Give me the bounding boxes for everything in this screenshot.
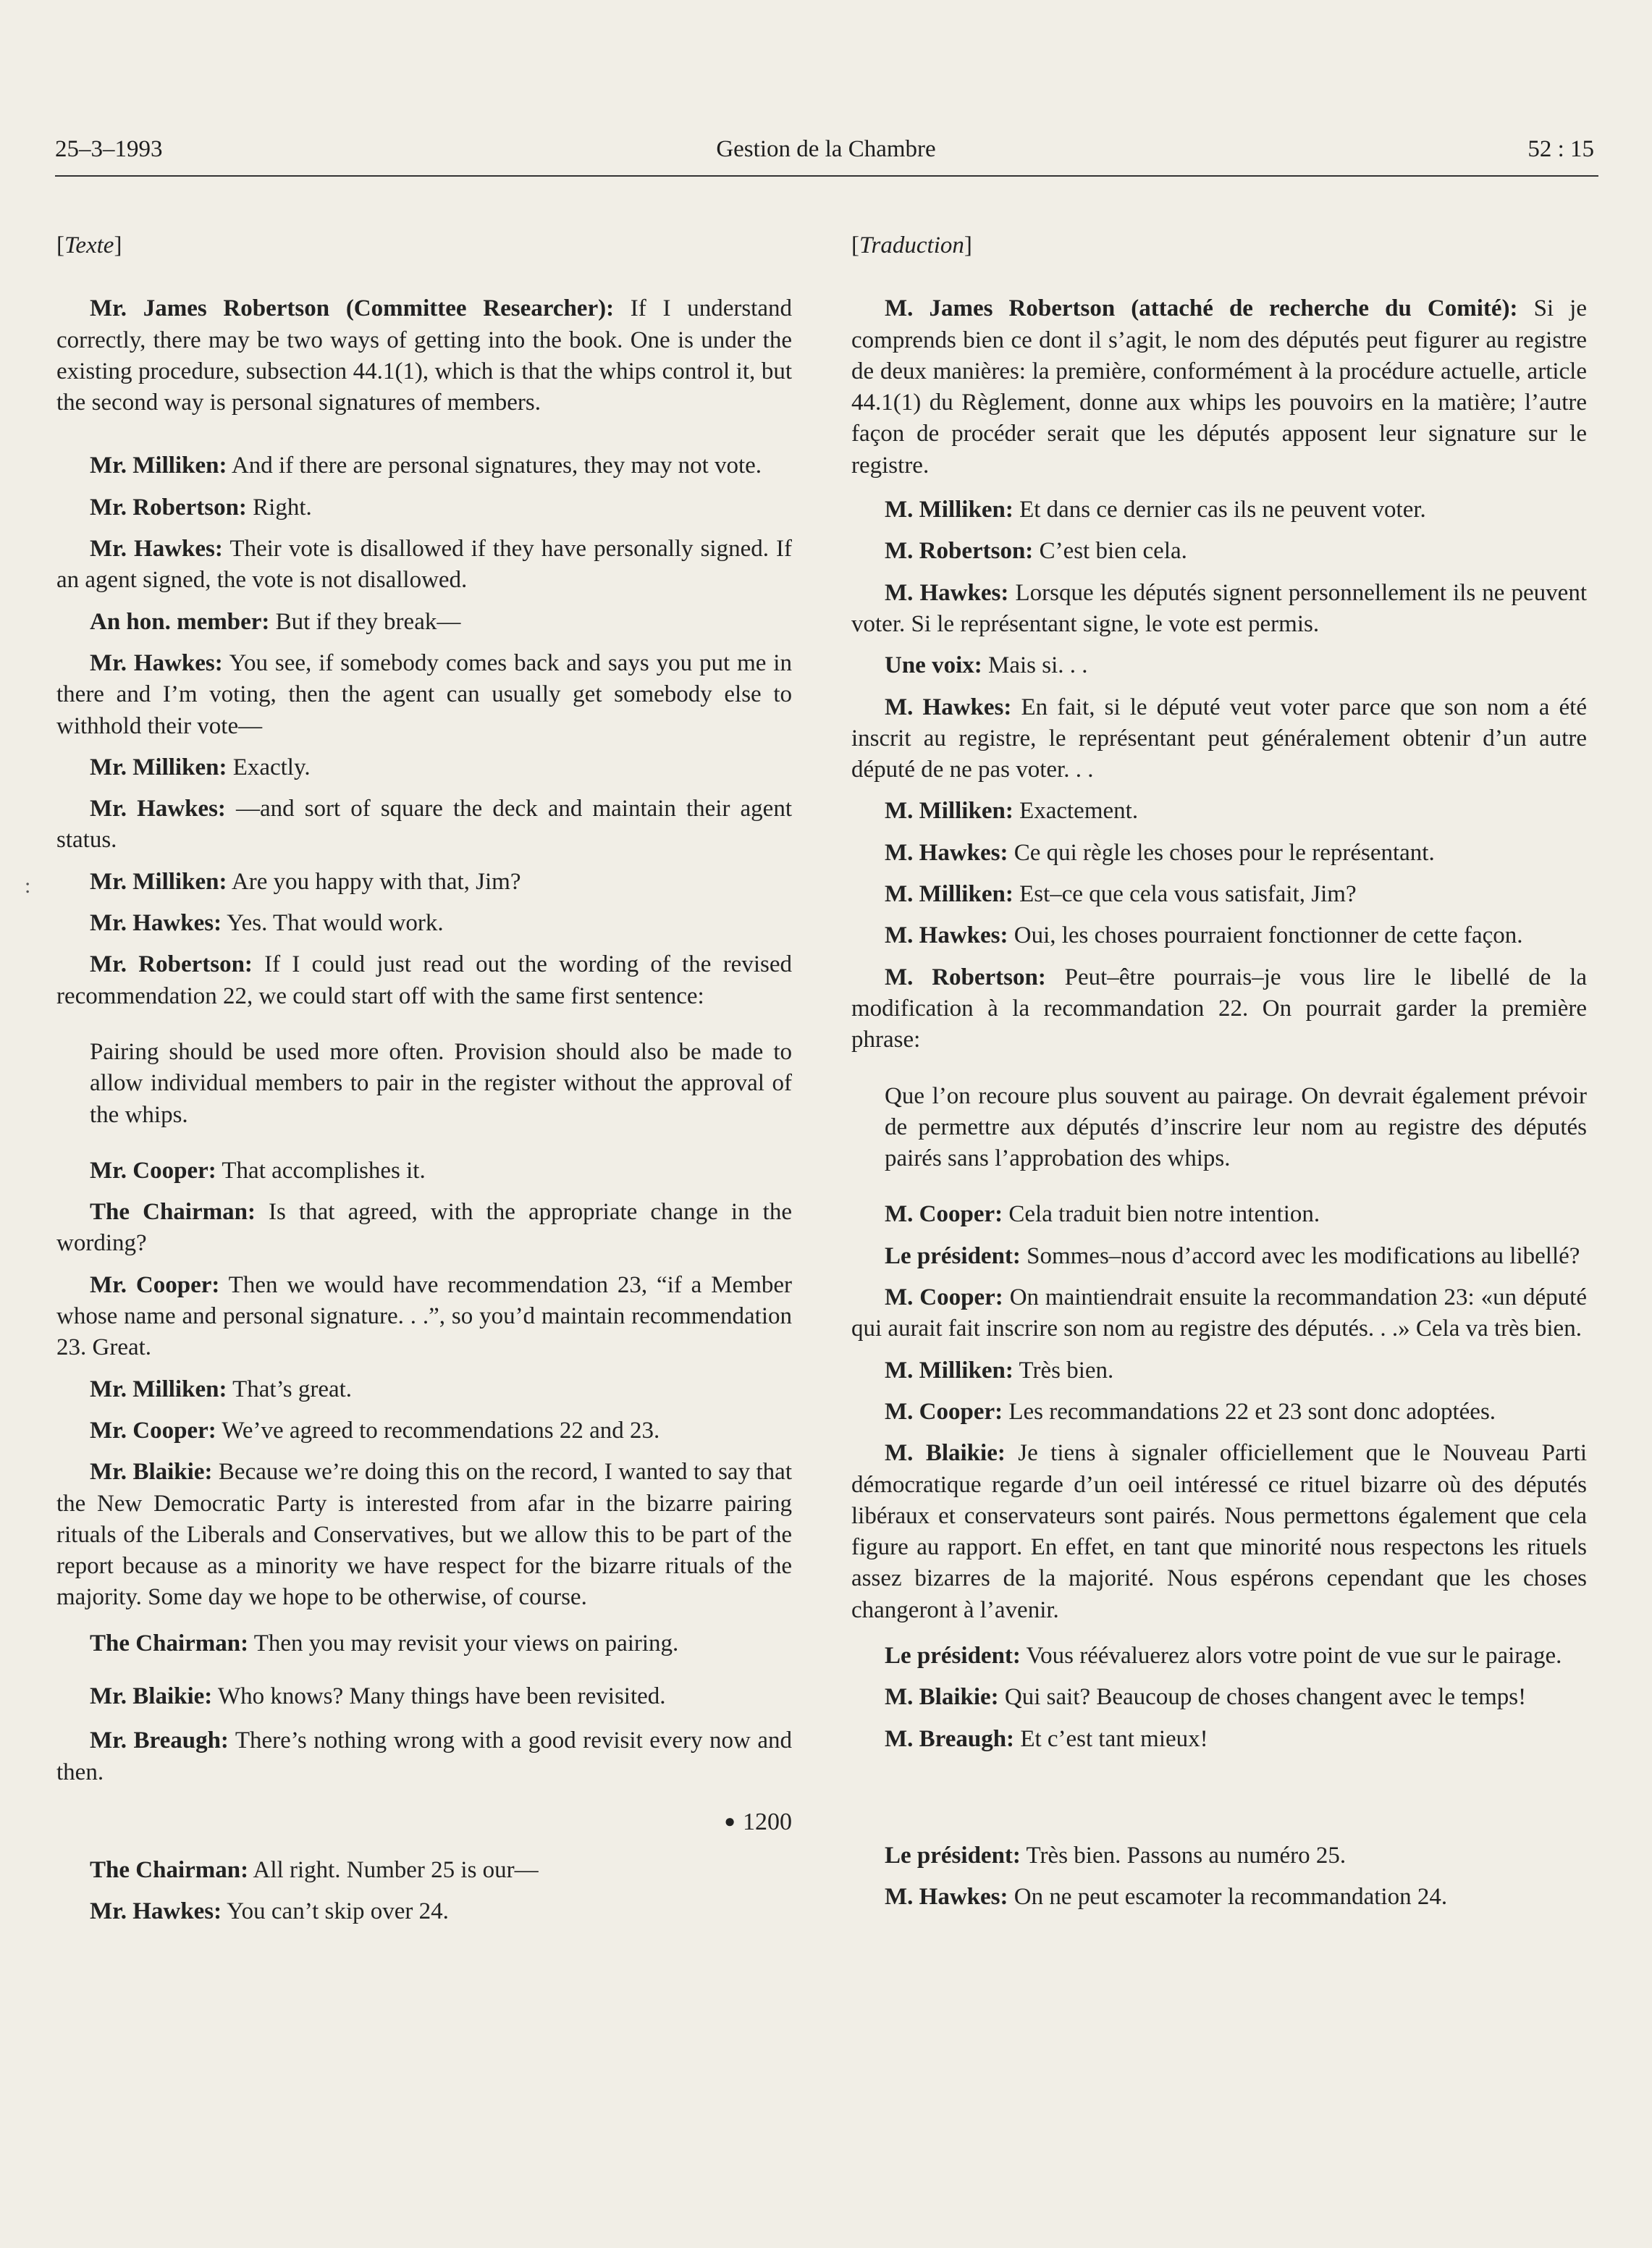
speech-text: Right. [246, 494, 312, 521]
speech-paragraph [851, 1882, 1587, 1913]
speaker-name: Mr. Cooper: [90, 1271, 220, 1298]
speaker-name: M. Hawkes: [885, 922, 1008, 949]
speech-paragraph [851, 650, 1587, 681]
speaker-name: M. Milliken: [885, 1357, 1013, 1384]
speech-text: Et c’est tant mieux! [1014, 1725, 1208, 1752]
speech-text: Vous réévaluerez alors votre point de vue sur le pairage. [1020, 1642, 1562, 1669]
speech-text: Les recommandations 22 et 23 sont donc adoptées. [1003, 1398, 1496, 1425]
speech-paragraph [56, 1374, 792, 1405]
speaker-name: Mr. Hawkes: [90, 536, 223, 563]
speech-text: C’est bien cela. [1033, 538, 1187, 565]
speech-text: Je tiens à signaler officiellement que le Nouveau Parti démocratique regarde d’un oeil intéressé ce rituel bizarre où des députés libéraux et conservateurs sont pairés. Nous permettons également que cela figure au rapport. En effet, en tant que minorité nous respectons les rituels assez bizarres de la majorité. Nous espérons cependant que les choses changeront à l’avenir. [851, 1440, 1588, 1623]
speech-paragraph [56, 1197, 792, 1260]
speech-paragraph [851, 293, 1587, 481]
speech-text: All right. Number 25 is our— [248, 1857, 539, 1884]
speech-text: Sommes–nous d’accord avec les modifications au libellé? [1020, 1242, 1580, 1269]
speaker-name: An hon. member: [90, 608, 270, 635]
speaker-name: Mr. Breaugh: [90, 1727, 229, 1754]
time-marker [56, 1806, 792, 1837]
quoted-recommendation: Que l’on recoure plus souvent au pairage. On devrait également prévoir de permettre aux députés d’inscrire leur nom au registre des députés pairés sans l’approbation des whips. [885, 1082, 1587, 1172]
quoted-recommendation: Pairing should be used more often. Provision should also be made to allow individual members to pair in the register without the approval of the whips. [90, 1038, 792, 1128]
speaker-name: Mr. Hawkes: [90, 796, 226, 822]
speech-paragraph [851, 920, 1587, 951]
french-column [851, 230, 1587, 1913]
speaker-name: Mr. James Robertson (Committee Researcher): [90, 295, 615, 322]
speaker-name: M. Hawkes: [885, 839, 1008, 866]
bullet-icon: ● [724, 1810, 736, 1832]
speech-paragraph [851, 1282, 1587, 1345]
speech-text: Because we’re doing this on the record, I wanted to say that the New Democratic Party is interested from afar in the bizarre pairing rituals of the Liberals and Conservatives, but we allow this to be part of the report because as a minority we have respect for the bizarre rituals of the majority. Some day we hope to be otherwise, of course. [56, 1459, 792, 1611]
header-rule [55, 175, 1598, 177]
speech-text: Lorsque les députés signent personnellement ils ne peuvent voter. Si le représentant signe, le vote est permis. [851, 579, 1587, 637]
speech-paragraph [56, 752, 792, 783]
speaker-name: Mr. Robertson: [90, 951, 253, 978]
speaker-name: Mr. Milliken: [90, 1376, 227, 1402]
speech-text: Exactement. [1013, 798, 1139, 825]
speech-text: Qui sait? Beaucoup de choses changent avec le temps! [998, 1684, 1527, 1711]
speech-paragraph [851, 536, 1587, 567]
speaker-name: The Chairman: [90, 1199, 256, 1226]
speaker-name: Mr. Cooper: [90, 1157, 216, 1184]
column-tag: [Texte] [56, 232, 122, 258]
speech-paragraph [56, 867, 792, 898]
speech-text: On ne peut escamoter la recommandation 24. [1008, 1884, 1448, 1911]
speech-paragraph [56, 949, 792, 1012]
speech-paragraph [851, 578, 1587, 641]
speech-paragraph [56, 293, 792, 418]
speech-text: Cela traduit bien notre intention. [1003, 1201, 1320, 1228]
speaker-name: M. Robertson: [885, 964, 1046, 990]
speaker-name: The Chairman: [90, 1630, 249, 1656]
speaker-name: Une voix: [885, 652, 982, 679]
speech-text: That accomplishes it. [216, 1157, 426, 1184]
speech-text: That’s great. [227, 1376, 353, 1402]
english-column [56, 230, 792, 1928]
speech-paragraph [56, 534, 792, 597]
speech-text: Très bien. Passons au numéro 25. [1020, 1842, 1347, 1869]
speech-paragraph [851, 494, 1587, 526]
speech-text: Ce qui règle les choses pour le représentant. [1008, 839, 1435, 866]
speaker-name: Mr. Milliken: [90, 868, 227, 895]
speaker-name: M. James Robertson (attaché de recherche du Comité): [885, 295, 1518, 322]
speech-text: En fait, si le député veut voter parce que son nom a été inscrit au registre, le représentant peut généralement obtenir d’un autre député de ne pas voter. . . [851, 694, 1587, 783]
speaker-name: Mr. Blaikie: [90, 1683, 213, 1709]
speech-text: Peut–être pourrais–je vous lire le libellé de la modification à la recommandation 22. On pourrait garder la première phrase: [851, 964, 1587, 1053]
speech-paragraph [56, 1270, 792, 1364]
speaker-name: M. Blaikie: [885, 1440, 1006, 1467]
column-tag: [Traduction] [851, 232, 972, 258]
speech-text: On maintiendrait ensuite la recommandation 23: «un député qui aurait fait inscrire son nom au registre des députés. . .» Cela va très bien. [851, 1284, 1587, 1342]
speech-text: We’ve agreed to recommendations 22 and 23. [216, 1417, 660, 1444]
speech-paragraph [851, 796, 1587, 827]
speech-text: Si je comprends bien ce dont il s’agit, le nom des députés peut figurer au registre de deux manières: la première, conformément à la procédure actuelle, article 44.1(1) du Règlement, donne aux whips les pouvoirs en la matière; l’autre façon de procéder serait que les députés apposent leur signature sur le registre. [851, 295, 1587, 479]
speech-paragraph [851, 1355, 1587, 1386]
speech-paragraph [56, 450, 792, 481]
speech-text: But if they break— [269, 608, 461, 635]
speech-text: Très bien. [1013, 1357, 1114, 1384]
speech-paragraph [851, 1241, 1587, 1272]
speech-text: Then you may revisit your views on pairing. [248, 1630, 679, 1656]
speech-text: Et dans ce dernier cas ils ne peuvent voter. [1013, 497, 1426, 523]
speech-paragraph [851, 1840, 1587, 1872]
speech-paragraph [56, 1415, 792, 1447]
speech-paragraph [56, 793, 792, 856]
speech-paragraph [851, 879, 1587, 910]
speech-paragraph [851, 838, 1587, 869]
speech-paragraph [851, 1397, 1587, 1428]
speaker-name: Le président: [885, 1842, 1021, 1869]
speaker-name: M. Hawkes: [885, 579, 1009, 606]
speech-text: If I understand correctly, there may be two ways of getting into the book. One is under the existing procedure, subsection 44.1(1), which is that the whips control it, but the second way is personal signatures of members. [56, 295, 793, 416]
speech-paragraph [56, 1155, 792, 1187]
speech-paragraph [851, 1438, 1587, 1626]
speech-text: Oui, les choses pourraient fonctionner de cette façon. [1008, 922, 1523, 949]
speaker-name: M. Breaugh: [885, 1725, 1015, 1752]
speech-paragraph [56, 1725, 792, 1788]
speech-paragraph [56, 1681, 792, 1712]
speaker-name: Mr. Milliken: [90, 452, 227, 479]
speech-paragraph [851, 962, 1587, 1056]
speech-text: Is that agreed, with the appropriate change in the wording? [56, 1199, 792, 1257]
speech-text: Exactly. [227, 754, 311, 780]
speech-paragraph [851, 692, 1587, 786]
spacer [851, 1755, 1587, 1840]
running-header [55, 136, 1597, 172]
speech-text: You can’t skip over 24. [222, 1898, 449, 1925]
speech-paragraph [56, 1855, 792, 1886]
speech-text: Then we would have recommendation 23, “if a Member whose name and personal signature. . .”, so you’d maintain recommendation 23. Great. [56, 1271, 793, 1361]
speech-text: And if there are personal signatures, they may not vote. [227, 452, 762, 479]
speech-text: Who knows? Many things have been revisited. [212, 1683, 666, 1709]
speaker-name: Mr. Hawkes: [90, 1898, 222, 1925]
header-date: 25–3–1993 [55, 136, 163, 162]
header-page-number: 52 : 15 [1527, 136, 1594, 162]
speech-text: There’s nothing wrong with a good revisit every now and then. [56, 1727, 792, 1785]
speaker-name: M. Blaikie: [885, 1684, 999, 1711]
speech-paragraph [56, 908, 792, 939]
speaker-name: Mr. Milliken: [90, 754, 227, 780]
speech-paragraph [56, 1628, 792, 1659]
margin-mark: : [25, 874, 31, 898]
speech-text: You see, if somebody comes back and says you put me in there and I’m voting, then the agent can usually get somebody else to withhold their vote— [56, 649, 792, 739]
speaker-name: Mr. Cooper: [90, 1417, 216, 1444]
speaker-name: Mr. Hawkes: [90, 649, 223, 676]
speaker-name: M. Cooper: [885, 1398, 1003, 1425]
speech-text: Mais si. . . [982, 652, 1088, 679]
header-title: Gestion de la Chambre [716, 136, 936, 162]
speaker-name: M. Cooper: [885, 1201, 1003, 1228]
speech-text: —and sort of square the deck and maintain their agent status. [56, 796, 792, 854]
speaker-name: M. Hawkes: [885, 1884, 1008, 1911]
time-marker-label: 1200 [743, 1808, 792, 1835]
speaker-name: M. Hawkes: [885, 694, 1012, 720]
speech-paragraph [56, 492, 792, 523]
speech-paragraph [851, 1724, 1587, 1755]
speaker-name: M. Milliken: [885, 881, 1013, 908]
speech-paragraph [56, 648, 792, 742]
speech-paragraph [56, 607, 792, 638]
speech-text: Are you happy with that, Jim? [227, 868, 521, 895]
speech-text: Est–ce que cela vous satisfait, Jim? [1013, 881, 1357, 908]
speech-paragraph [851, 1199, 1587, 1230]
speech-paragraph [851, 1682, 1587, 1713]
speaker-name: Mr. Hawkes: [90, 910, 222, 937]
speech-text: Their vote is disallowed if they have personally signed. If an agent signed, the vote is not disallowed. [56, 536, 792, 594]
speaker-name: Le président: [885, 1642, 1021, 1669]
speaker-name: M. Milliken: [885, 497, 1013, 523]
speech-paragraph [851, 1641, 1587, 1672]
speaker-name: The Chairman: [90, 1857, 249, 1884]
speaker-name: Mr. Blaikie: [90, 1459, 213, 1486]
speaker-name: M. Milliken: [885, 798, 1013, 825]
speaker-name: M. Robertson: [885, 538, 1034, 565]
speech-paragraph [56, 1457, 792, 1613]
speech-paragraph [56, 1896, 792, 1927]
speaker-name: Le président: [885, 1242, 1021, 1269]
speaker-name: Mr. Robertson: [90, 494, 247, 521]
speech-text: If I could just read out the wording of the revised recommendation 22, we could start off with the same first sentence: [56, 951, 792, 1009]
speaker-name: M. Cooper: [885, 1284, 1003, 1311]
speech-text: Yes. That would work. [222, 910, 444, 937]
